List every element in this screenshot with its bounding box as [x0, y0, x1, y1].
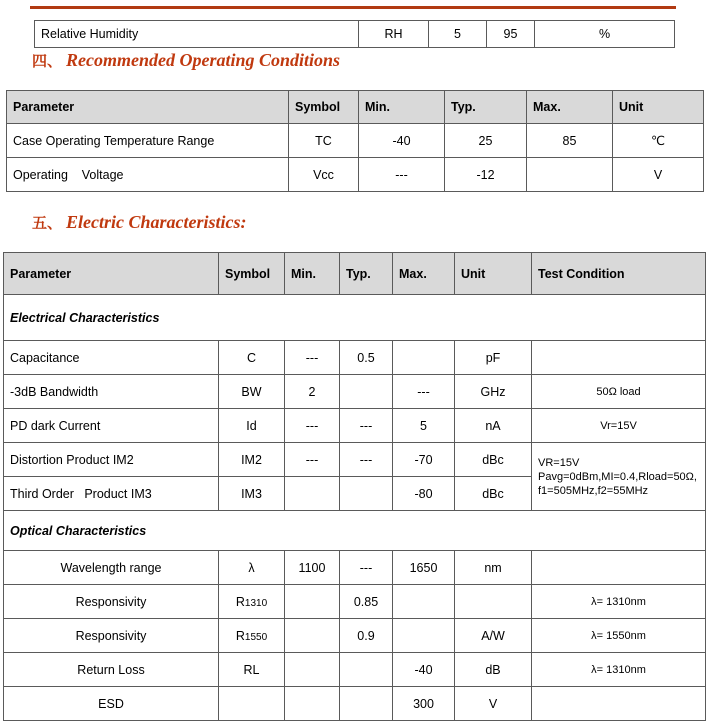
cell	[340, 653, 393, 687]
cell: ---	[285, 443, 340, 477]
cell: 2	[285, 375, 340, 409]
electrical-section-label: Electrical Characteristics	[4, 295, 706, 341]
cell: dBc	[455, 443, 532, 477]
col-header: Typ.	[445, 91, 527, 124]
table-row	[4, 687, 706, 721]
cell: Wavelength range	[4, 551, 219, 585]
cell: 85	[527, 124, 613, 158]
param-cell: Relative Humidity	[35, 21, 359, 48]
table-row	[4, 443, 706, 477]
cell: ---	[340, 409, 393, 443]
cell: λ= 1550nm	[532, 619, 706, 653]
cell: 50Ω load	[532, 375, 706, 409]
header-row	[4, 253, 706, 295]
im-test-condition: VR=15V Pavg=0dBm,MI=0.4,Rload=50Ω, f1=505MHz,f2=55MHz	[532, 443, 706, 511]
table-row	[4, 585, 706, 619]
cell: Capacitance	[4, 341, 219, 375]
cell	[527, 158, 613, 192]
section5-number: 五、	[32, 216, 63, 232]
cell	[285, 477, 340, 511]
cell: Responsivity	[4, 619, 219, 653]
cell	[285, 687, 340, 721]
cell: V	[613, 158, 704, 192]
cell: 1650	[393, 551, 455, 585]
section5-heading	[32, 212, 247, 233]
cell: Vcc	[289, 158, 359, 192]
cell: BW	[219, 375, 285, 409]
cell: C	[219, 341, 285, 375]
cell	[393, 585, 455, 619]
cell: Return Loss	[4, 653, 219, 687]
top-rule	[30, 6, 676, 9]
symbol-cell: RH	[359, 21, 429, 48]
cell: A/W	[455, 619, 532, 653]
cell: IM3	[219, 477, 285, 511]
cell	[340, 687, 393, 721]
col-header: Unit	[613, 91, 704, 124]
cell	[285, 585, 340, 619]
cell	[532, 687, 706, 721]
cell: -40	[359, 124, 445, 158]
cell: 0.85	[340, 585, 393, 619]
cell: pF	[455, 341, 532, 375]
cell: 25	[445, 124, 527, 158]
col-header: Max.	[393, 253, 455, 295]
cell: ---	[340, 551, 393, 585]
cell: Distortion Product IM2	[4, 443, 219, 477]
electric-characteristics-table	[3, 252, 706, 721]
cell: λ	[219, 551, 285, 585]
operating-conditions-table	[6, 90, 704, 192]
cell	[532, 341, 706, 375]
col-header: Min.	[285, 253, 340, 295]
cell: nm	[455, 551, 532, 585]
table-row	[35, 21, 675, 48]
col-header: Min.	[359, 91, 445, 124]
cell: ---	[359, 158, 445, 192]
cell: RL	[219, 653, 285, 687]
cell: dB	[455, 653, 532, 687]
cell: Third Order Product IM3	[4, 477, 219, 511]
cell: -40	[393, 653, 455, 687]
cell: 0.5	[340, 341, 393, 375]
table-row	[7, 158, 704, 192]
cell: -12	[445, 158, 527, 192]
max-cell: 95	[487, 21, 535, 48]
cell: V	[455, 687, 532, 721]
symbol: R	[235, 628, 245, 643]
symbol: R	[235, 594, 245, 609]
section-row	[4, 511, 706, 551]
cell	[393, 619, 455, 653]
cell: TC	[289, 124, 359, 158]
cell: ---	[340, 443, 393, 477]
header-row	[7, 91, 704, 124]
table-row	[4, 341, 706, 375]
cell: PD dark Current	[4, 409, 219, 443]
cell	[340, 375, 393, 409]
section-row	[4, 295, 706, 341]
cell: Id	[219, 409, 285, 443]
cell: dBc	[455, 477, 532, 511]
cell: 300	[393, 687, 455, 721]
cell	[455, 585, 532, 619]
table-row	[4, 375, 706, 409]
table-row	[4, 551, 706, 585]
cell: Vr=15V	[532, 409, 706, 443]
cell	[285, 619, 340, 653]
cell: 1100	[285, 551, 340, 585]
symbol-subscript: 1310	[244, 597, 268, 609]
cell: 5	[393, 409, 455, 443]
cell: -3dB Bandwidth	[4, 375, 219, 409]
symbol-cell	[219, 619, 285, 653]
section4-number: 四、	[32, 54, 63, 70]
col-header: Parameter	[7, 91, 289, 124]
cell: 0.9	[340, 619, 393, 653]
table-row	[4, 409, 706, 443]
cell: ---	[285, 409, 340, 443]
table-row	[4, 619, 706, 653]
unit-cell: %	[535, 21, 675, 48]
cell	[532, 551, 706, 585]
col-header: Unit	[455, 253, 532, 295]
cell: ---	[393, 375, 455, 409]
cell: Operating Voltage	[7, 158, 289, 192]
section5-title: Electric Characteristics:	[66, 212, 247, 232]
cell: Case Operating Temperature Range	[7, 124, 289, 158]
min-cell: 5	[429, 21, 487, 48]
symbol-cell	[219, 585, 285, 619]
table-row	[7, 124, 704, 158]
cell: ESD	[4, 687, 219, 721]
col-header: Test Condition	[532, 253, 706, 295]
col-header: Symbol	[289, 91, 359, 124]
cell: ℃	[613, 124, 704, 158]
cell	[340, 477, 393, 511]
optical-section-label: Optical Characteristics	[4, 511, 706, 551]
symbol-subscript: 1550	[244, 631, 268, 643]
section4-heading	[32, 50, 340, 71]
cell: -70	[393, 443, 455, 477]
cell	[393, 341, 455, 375]
humidity-table	[34, 20, 675, 48]
col-header: Parameter	[4, 253, 219, 295]
cell: IM2	[219, 443, 285, 477]
cell: Responsivity	[4, 585, 219, 619]
section4-title: Recommended Operating Conditions	[66, 50, 341, 70]
cell: -80	[393, 477, 455, 511]
cell: nA	[455, 409, 532, 443]
cell: ---	[285, 341, 340, 375]
cell: GHz	[455, 375, 532, 409]
cell	[285, 653, 340, 687]
col-header: Max.	[527, 91, 613, 124]
cell: λ= 1310nm	[532, 653, 706, 687]
cell	[219, 687, 285, 721]
col-header: Symbol	[219, 253, 285, 295]
cell: λ= 1310nm	[532, 585, 706, 619]
table-row	[4, 653, 706, 687]
col-header: Typ.	[340, 253, 393, 295]
